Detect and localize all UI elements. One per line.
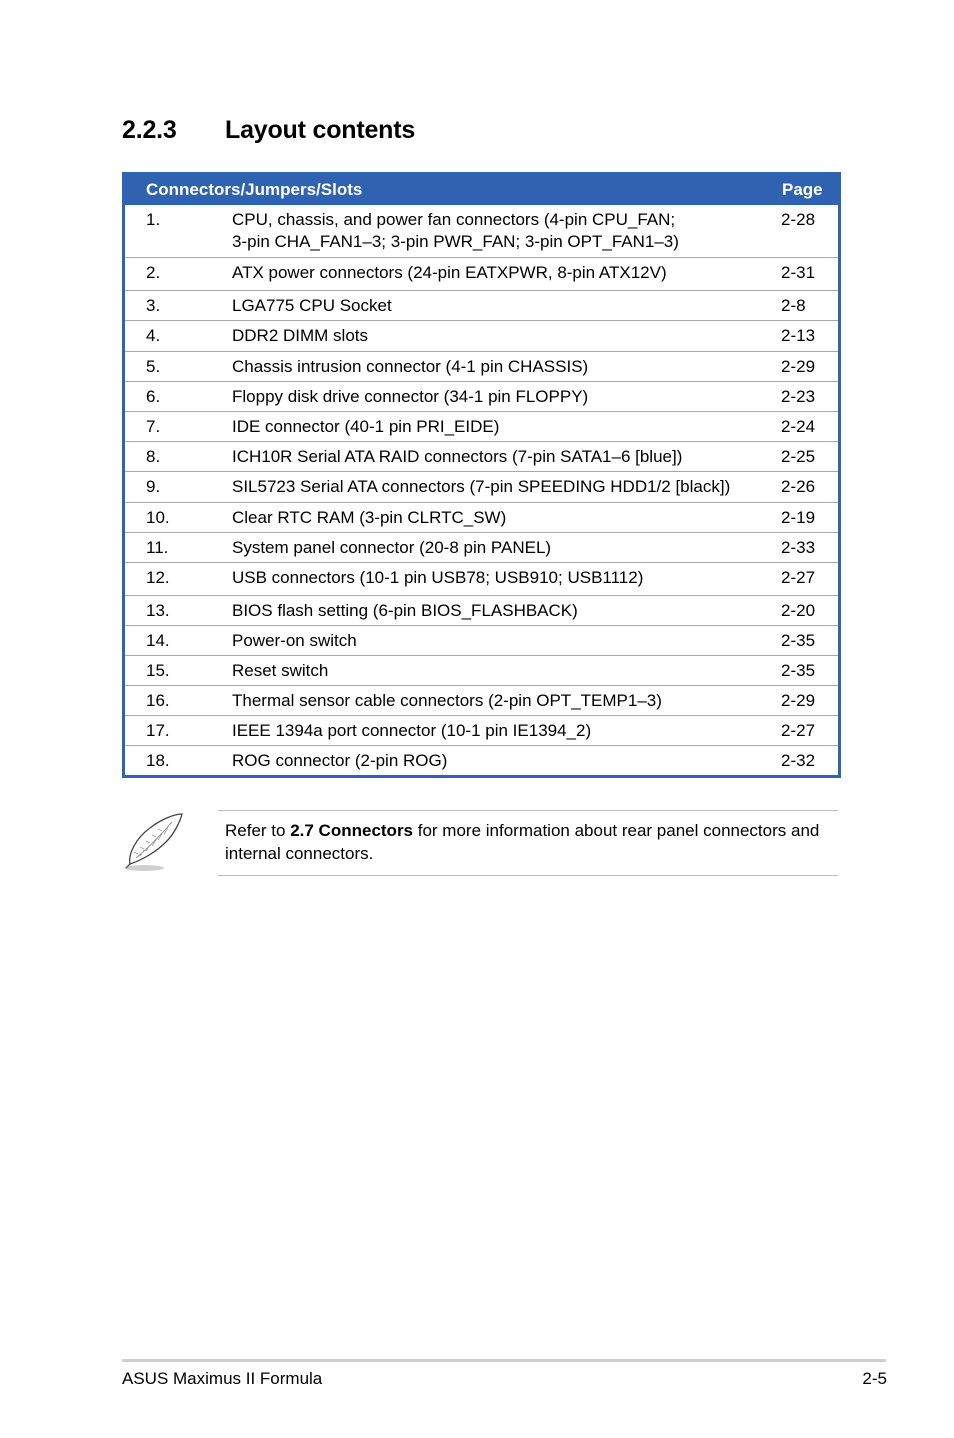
- row-description: BIOS flash setting (6-pin BIOS_FLASHBACK): [232, 601, 578, 620]
- row-description: SIL5723 Serial ATA connectors (7-pin SPEEDING HDD1/2 [black]): [232, 477, 731, 496]
- row-page: 2-23: [781, 387, 816, 406]
- row-page: 2-13: [781, 326, 816, 345]
- note-suffix: for more information about rear panel connectors and internal connectors.: [225, 821, 820, 863]
- row-description: ROG connector (2-pin ROG): [232, 751, 448, 770]
- footer-page-number: 2-5: [862, 1369, 887, 1388]
- table-row: [125, 291, 838, 321]
- table-header: [125, 172, 838, 205]
- table-row: [125, 382, 838, 412]
- layout-contents-table: [122, 172, 841, 778]
- section-number: 2.2.3: [122, 116, 177, 144]
- row-description: ATX power connectors (24-pin EATXPWR, 8-pin ATX12V): [232, 263, 667, 282]
- row-page: 2-31: [781, 263, 816, 282]
- row-page: 2-8: [781, 296, 806, 315]
- table-row: [125, 533, 838, 563]
- row-page: 2-32: [781, 751, 816, 770]
- row-description: DDR2 DIMM slots: [232, 326, 369, 345]
- section-heading-text: Layout contents: [225, 116, 416, 144]
- table-row: [125, 746, 838, 775]
- row-description: System panel connector (20-8 pin PANEL): [232, 538, 552, 557]
- row-number: 4.: [146, 326, 161, 345]
- row-page: 2-19: [781, 508, 816, 527]
- row-description: IEEE 1394a port connector (10-1 pin IE1394_2): [232, 721, 592, 740]
- footer-product-name: ASUS Maximus II Formula: [122, 1369, 323, 1388]
- row-page: 2-28: [781, 210, 816, 229]
- footer-divider: [122, 1359, 886, 1362]
- row-page: 2-25: [781, 447, 816, 466]
- table-row: [125, 472, 838, 503]
- row-description: USB connectors (10-1 pin USB78; USB910; USB1112): [232, 568, 644, 587]
- row-page: 2-26: [781, 477, 816, 496]
- row-number: 16.: [146, 691, 170, 710]
- row-page: 2-20: [781, 601, 816, 620]
- feather-quill-icon: [120, 810, 186, 876]
- row-number: 2.: [146, 263, 161, 282]
- header-connectors: Connectors/Jumpers/Slots: [146, 180, 363, 199]
- row-description: LGA775 CPU Socket: [232, 296, 392, 315]
- row-number: 18.: [146, 751, 170, 770]
- row-number: 8.: [146, 447, 161, 466]
- row-number: 13.: [146, 601, 170, 620]
- row-number: 17.: [146, 721, 170, 740]
- row-page: 2-33: [781, 538, 816, 557]
- row-number: 15.: [146, 661, 170, 680]
- header-page: Page: [782, 180, 823, 199]
- row-number: 10.: [146, 508, 170, 527]
- row-page: 2-35: [781, 631, 816, 650]
- table-row: [125, 258, 838, 291]
- row-number: 1.: [146, 210, 161, 229]
- row-number: 7.: [146, 417, 161, 436]
- row-description: Chassis intrusion connector (4-1 pin CHASSIS): [232, 357, 589, 376]
- row-description-line: 3-pin CHA_FAN1–3; 3-pin PWR_FAN; 3-pin OPT_FAN1–3): [232, 232, 679, 251]
- row-page: 2-29: [781, 357, 816, 376]
- row-page: 2-27: [781, 568, 816, 587]
- table-row: [125, 596, 838, 626]
- table-row: [125, 352, 838, 382]
- row-description: Reset switch: [232, 661, 329, 680]
- table-row: [125, 686, 838, 716]
- table-row: [125, 412, 838, 442]
- row-number: 9.: [146, 477, 161, 496]
- row-page: 2-29: [781, 691, 816, 710]
- table-row: [125, 563, 838, 596]
- row-description: [232, 209, 777, 253]
- table-row: [125, 716, 838, 746]
- row-description: Power-on switch: [232, 631, 357, 650]
- row-description: Floppy disk drive connector (34-1 pin FLOPPY): [232, 387, 589, 406]
- row-description: Thermal sensor cable connectors (2-pin OPT_TEMP1–3): [232, 691, 662, 710]
- row-page: 2-35: [781, 661, 816, 680]
- row-number: 3.: [146, 296, 161, 315]
- row-description: IDE connector (40-1 pin PRI_EIDE): [232, 417, 500, 436]
- note-text: [225, 819, 837, 865]
- row-page: 2-24: [781, 417, 816, 436]
- table-row: [125, 442, 838, 472]
- row-number: 11.: [146, 538, 169, 557]
- row-description: ICH10R Serial ATA RAID connectors (7-pin SATA1–6 [blue]): [232, 447, 683, 466]
- note-box: [218, 810, 838, 876]
- row-page: 2-27: [781, 721, 816, 740]
- row-number: 6.: [146, 387, 161, 406]
- row-number: 12.: [146, 568, 170, 587]
- table-row: [125, 503, 838, 533]
- row-description: Clear RTC RAM (3-pin CLRTC_SW): [232, 508, 507, 527]
- note-prefix: Refer to: [225, 821, 291, 840]
- section-title: [122, 116, 415, 145]
- table-row: [125, 626, 838, 656]
- note-reference: 2.7 Connectors: [290, 821, 414, 840]
- table-row: [125, 205, 838, 258]
- row-number: 14.: [146, 631, 170, 650]
- row-number: 5.: [146, 357, 161, 376]
- row-description-line: CPU, chassis, and power fan connectors (4-pin CPU_FAN;: [232, 210, 676, 229]
- table-row: [125, 321, 838, 352]
- table-row: [125, 656, 838, 686]
